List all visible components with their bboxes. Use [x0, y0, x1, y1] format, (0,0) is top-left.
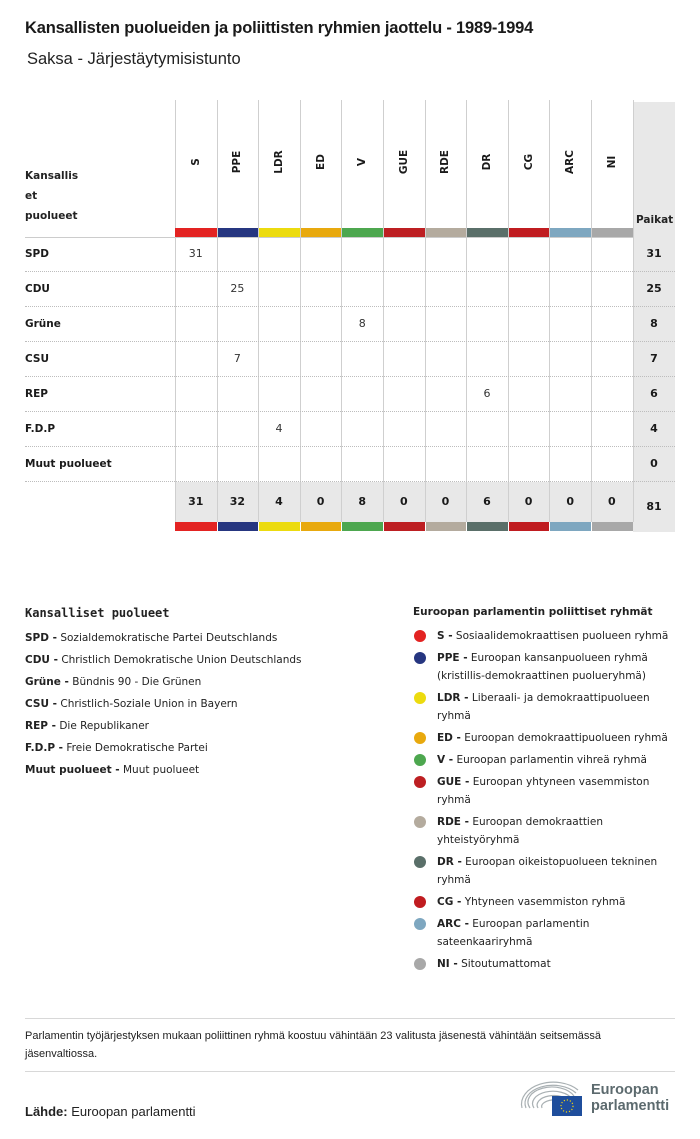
seat-cell: 25: [230, 282, 245, 295]
row-total: 4: [650, 422, 658, 435]
row-header-label: Kansallis et puolueet: [25, 170, 79, 222]
color-dot-icon: [414, 732, 426, 744]
table-row: [25, 412, 675, 447]
chart-subtitle: Saksa - Järjestäytymisistunto: [27, 50, 241, 68]
footer-color-bar-ldr: [259, 522, 300, 531]
column-header-arc: ARC: [564, 150, 577, 174]
national-party-legend-item: CDU - Christlich Demokratische Union Deutschlands: [25, 654, 302, 666]
column-header-cg: CG: [522, 153, 535, 171]
header-color-bar-v: [342, 228, 383, 237]
seat-cell: 7: [233, 352, 241, 365]
political-group-legend-item: CG - Yhtyneen vasemmiston ryhmä: [413, 893, 683, 911]
row-total: 7: [650, 352, 658, 365]
column-header-ni: NI: [605, 155, 618, 169]
party-name: Grüne: [25, 318, 61, 330]
political-group-legend-item: PPE - Euroopan kansanpuolueen ryhmä (kristillis-demokraattinen puolueryhmä): [413, 649, 683, 685]
header-color-bar-ni: [592, 228, 633, 237]
totals-header: Paikat: [636, 214, 674, 226]
table-row: [25, 237, 675, 272]
grand-total: 81: [646, 500, 662, 513]
political-groups-legend: [413, 606, 683, 977]
column-total: 8: [358, 495, 367, 508]
color-dot-icon: [414, 692, 426, 704]
national-party-legend-item: F.D.P - Freie Demokratische Partei: [25, 742, 208, 754]
column-header-s: S: [189, 158, 202, 166]
seat-cell: 4: [275, 422, 283, 435]
header-color-bar-ldr: [259, 228, 300, 237]
column-header-gue: GUE: [397, 149, 410, 175]
header-color-bar-cg: [509, 228, 550, 237]
column-total: 31: [188, 495, 204, 508]
table-row: [25, 377, 675, 412]
party-name: CSU: [25, 353, 49, 365]
seat-cell: 31: [188, 247, 203, 260]
political-group-legend-item: DR - Euroopan oikeistopuolueen tekninen ryhmä: [413, 853, 683, 889]
footer-color-bar-rde: [426, 522, 467, 531]
footnote: Parlamentin työjärjestyksen mukaan poliittinen ryhmä koostuu vähintään 23 valitusta jäsenestä vähintään seitsemässä jäsenvaltiossa.: [25, 1030, 601, 1060]
footer-color-bar-s: [175, 522, 217, 531]
column-header-ed: ED: [314, 154, 327, 170]
party-name: F.D.P: [25, 423, 56, 435]
header-color-bar-s: [175, 228, 217, 237]
political-group-legend-item: S - Sosiaalidemokraattisen puolueen ryhmä: [413, 627, 683, 645]
color-dot-icon: [414, 918, 426, 930]
national-party-legend-item: CSU - Christlich-Soziale Union in Bayern: [25, 698, 238, 710]
national-party-legend-item: SPD - Sozialdemokratische Partei Deutschlands: [25, 632, 278, 644]
column-total: 6: [483, 495, 491, 508]
column-total: 0: [524, 495, 533, 508]
header-color-bar-rde: [426, 228, 467, 237]
footer-color-bar-ppe: [218, 522, 259, 531]
table-row: [25, 272, 675, 307]
party-name: Muut puolueet: [25, 458, 112, 470]
column-header-ldr: LDR: [272, 150, 285, 174]
table-row: [25, 342, 675, 377]
logo-text: Euroopan parlamentti: [591, 1082, 670, 1114]
column-header-dr: DR: [480, 153, 493, 171]
political-group-legend-item: ARC - Euroopan parlamentin sateenkaariryhmä: [413, 915, 683, 951]
political-group-legend-item: NI - Sitoutumattomat: [413, 955, 683, 973]
seat-cell: 6: [483, 387, 491, 400]
footer-color-bar-gue: [384, 522, 425, 531]
column-header-v: V: [356, 157, 369, 167]
header-color-bar-dr: [467, 228, 508, 237]
column-total: 0: [399, 495, 408, 508]
row-total: 0: [650, 457, 658, 470]
party-name: SPD: [25, 248, 49, 260]
column-total: 4: [275, 495, 283, 508]
footer-color-bar-v: [342, 522, 383, 531]
color-dot-icon: [414, 958, 426, 970]
header-color-bar-ppe: [218, 228, 259, 237]
national-party-legend-item: Muut puolueet - Muut puolueet: [25, 764, 200, 776]
column-header-ppe: PPE: [231, 150, 244, 174]
color-dot-icon: [414, 816, 426, 828]
legend-title: Kansalliset puolueet: [25, 606, 170, 620]
national-parties-legend: [25, 606, 302, 781]
row-separator: [25, 481, 675, 482]
political-group-legend-item: ED - Euroopan demokraattipuolueen ryhmä: [413, 729, 683, 747]
table-row: [25, 307, 675, 342]
footer-color-bar-cg: [509, 522, 550, 531]
row-total: 31: [646, 247, 662, 260]
color-dot-icon: [414, 856, 426, 868]
footer-color-bar-dr: [467, 522, 508, 531]
footer-color-bar-ed: [301, 522, 342, 531]
row-total: 6: [650, 387, 658, 400]
footer-color-bar-ni: [592, 522, 633, 531]
european-parliament-logo: [518, 1078, 678, 1120]
political-group-legend-item: RDE - Euroopan demokraattien yhteistyöryhmä: [413, 813, 683, 849]
political-group-legend-item: LDR - Liberaali- ja demokraattipuolueen ryhmä: [413, 689, 683, 725]
color-dot-icon: [414, 896, 426, 908]
political-group-legend-item: V - Euroopan parlamentin vihreä ryhmä: [413, 751, 683, 769]
column-total: 0: [441, 495, 450, 508]
party-name: REP: [25, 388, 48, 400]
hemicycle-flag-icon: [518, 1078, 590, 1120]
color-dot-icon: [414, 776, 426, 788]
political-group-legend-item: GUE - Euroopan yhtyneen vasemmiston ryhmä: [413, 773, 683, 809]
row-total: 8: [650, 317, 658, 330]
color-dot-icon: [414, 652, 426, 664]
header-color-bar-arc: [550, 228, 591, 237]
column-total: 0: [566, 495, 575, 508]
color-dot-icon: [414, 754, 426, 766]
national-party-legend-item: Grüne - Bündnis 90 - Die Grünen: [25, 676, 202, 688]
legend-title: Euroopan parlamentin poliittiset ryhmät: [413, 606, 653, 618]
source-credit: Lähde: Euroopan parlamentti: [25, 1104, 196, 1119]
divider: [25, 1018, 675, 1019]
header-color-bar-gue: [384, 228, 425, 237]
header-color-bar-ed: [301, 228, 342, 237]
footer-color-bar-arc: [550, 522, 591, 531]
national-party-legend-item: REP - Die Republikaner: [25, 720, 149, 732]
column-total: 0: [316, 495, 325, 508]
color-dot-icon: [414, 630, 426, 642]
divider: [25, 1071, 675, 1072]
table-row: [25, 447, 675, 482]
chart-title: Kansallisten puolueiden ja poliittisten ryhmien jaottelu - 1989-1994: [25, 19, 534, 37]
column-header-rde: RDE: [439, 150, 452, 174]
seat-cell: 8: [358, 317, 366, 330]
column-total: 32: [229, 495, 246, 508]
row-total: 25: [646, 282, 662, 295]
column-total: 0: [607, 495, 616, 508]
party-name: CDU: [25, 283, 50, 295]
